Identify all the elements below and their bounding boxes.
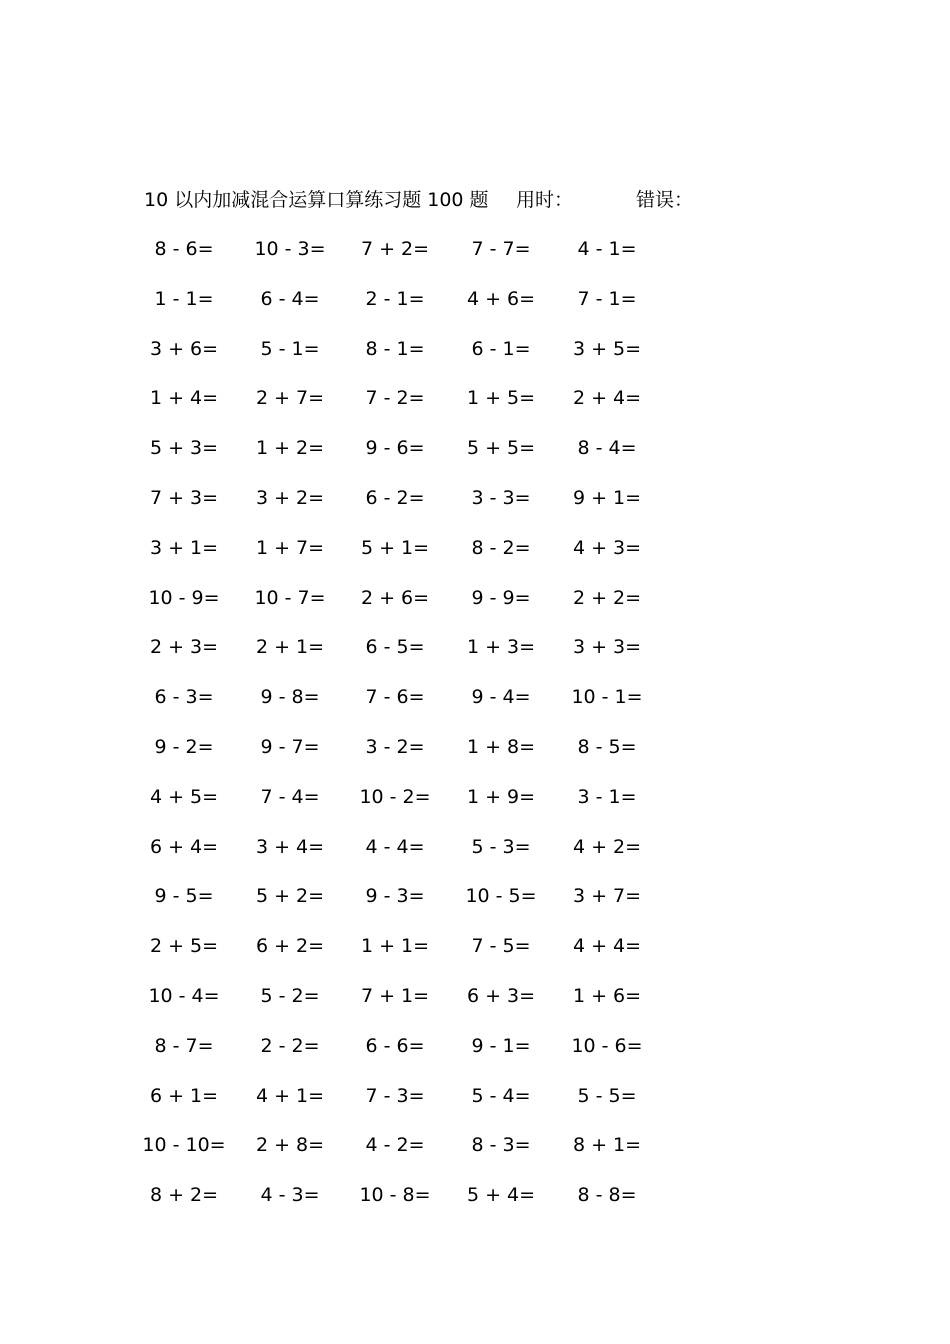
math-problem: 8 + 2=: [149, 1184, 219, 1207]
math-problem: 6 - 4=: [260, 287, 320, 310]
math-problem: 9 - 1=: [471, 1034, 531, 1057]
math-problem: 2 + 3=: [149, 636, 219, 659]
math-problem: 8 - 3=: [471, 1134, 531, 1157]
problem-row: [144, 235, 704, 285]
math-problem: 5 + 3=: [149, 437, 219, 460]
math-problem: 9 - 7=: [260, 735, 320, 758]
math-problem: 7 + 2=: [360, 238, 430, 260]
math-problem: 4 - 3=: [260, 1184, 320, 1207]
math-problem: 1 + 1=: [360, 935, 430, 958]
problem-row: [144, 484, 704, 534]
math-problem: 2 + 6=: [360, 586, 430, 609]
math-problem: 9 - 5=: [154, 885, 214, 908]
math-problem: 3 + 6=: [149, 337, 219, 360]
math-problem: 6 - 6=: [365, 1034, 425, 1057]
math-problem: 10 - 6=: [571, 1034, 643, 1057]
math-problem: 3 - 3=: [471, 486, 531, 509]
math-problem: 2 - 1=: [365, 287, 425, 310]
math-problem: 7 - 1=: [577, 287, 637, 310]
problem-row: [144, 882, 704, 932]
math-problem: 10 - 1=: [571, 686, 643, 709]
math-problem: 4 - 2=: [365, 1134, 425, 1157]
math-problem: 1 + 4=: [149, 387, 219, 410]
math-problem: 7 - 2=: [365, 387, 425, 410]
problem-row: [144, 1032, 704, 1082]
math-problem: 5 - 4=: [471, 1084, 531, 1107]
math-problem: 10 - 10=: [142, 1134, 226, 1157]
math-problem: 9 - 8=: [260, 686, 320, 709]
problem-row: [144, 584, 704, 634]
math-problem: 7 - 7=: [471, 238, 531, 260]
math-problem: 2 + 8=: [255, 1134, 325, 1157]
math-problem: 10 - 2=: [359, 785, 431, 808]
math-problem: 7 - 6=: [365, 686, 425, 709]
problem-row: [144, 1181, 704, 1231]
math-problem: 1 + 5=: [466, 387, 536, 410]
problem-row: [144, 982, 704, 1032]
problem-row: [144, 335, 704, 385]
math-problem: 4 + 3=: [572, 536, 642, 559]
math-problem: 2 + 7=: [255, 387, 325, 410]
problem-row: [144, 833, 704, 883]
math-problem: 2 - 2=: [260, 1034, 320, 1057]
problem-row: [144, 633, 704, 683]
math-problem: 1 - 1=: [154, 287, 214, 310]
math-problem: 3 + 2=: [255, 486, 325, 509]
math-problem: 5 - 1=: [260, 337, 320, 360]
math-problem: 4 + 6=: [466, 287, 536, 310]
math-problem: 6 - 1=: [471, 337, 531, 360]
math-problem: 8 - 2=: [471, 536, 531, 559]
problem-row: [144, 783, 704, 833]
math-problem: 6 - 2=: [365, 486, 425, 509]
math-problem: 4 - 4=: [365, 835, 425, 858]
math-problem: 1 + 6=: [572, 984, 642, 1007]
math-problem: 8 - 8=: [577, 1184, 637, 1207]
math-problem: 10 - 3=: [254, 238, 326, 260]
math-problem: 3 - 2=: [365, 735, 425, 758]
math-problem: 3 + 1=: [149, 536, 219, 559]
math-problem: 7 - 4=: [260, 785, 320, 808]
math-problem: 9 - 2=: [154, 735, 214, 758]
problem-row: [144, 733, 704, 783]
problem-row: [144, 932, 704, 982]
math-problem: 4 + 5=: [149, 785, 219, 808]
math-problem: 8 - 4=: [577, 437, 637, 460]
math-problem: 10 - 9=: [148, 586, 220, 609]
math-problem: 5 - 5=: [577, 1084, 637, 1107]
math-problem: 6 + 3=: [466, 984, 536, 1007]
math-problem: 7 - 3=: [365, 1084, 425, 1107]
math-problem: 3 + 3=: [572, 636, 642, 659]
math-problem: 9 - 3=: [365, 885, 425, 908]
math-problem: 4 - 1=: [577, 238, 637, 260]
worksheet-title: 10 以内加减混合运算口算练习题 100 题: [144, 189, 489, 211]
problem-row: [144, 1082, 704, 1132]
math-problem: 6 - 3=: [154, 686, 214, 709]
math-problem: 1 + 7=: [255, 536, 325, 559]
math-problem: 6 + 4=: [149, 835, 219, 858]
math-problem: 5 - 3=: [471, 835, 531, 858]
problem-row: [144, 434, 704, 484]
math-problem: 3 + 5=: [572, 337, 642, 360]
math-problem: 5 - 2=: [260, 984, 320, 1007]
problem-grid: [144, 235, 704, 1231]
math-problem: 8 - 7=: [154, 1034, 214, 1057]
math-problem: 9 - 4=: [471, 686, 531, 709]
math-problem: 4 + 4=: [572, 935, 642, 958]
math-problem: 8 + 1=: [572, 1134, 642, 1157]
math-problem: 3 + 7=: [572, 885, 642, 908]
math-problem: 7 + 1=: [360, 984, 430, 1007]
problem-row: [144, 1131, 704, 1181]
math-problem: 10 - 5=: [465, 885, 537, 908]
math-problem: 6 + 1=: [149, 1084, 219, 1107]
math-problem: 10 - 4=: [148, 984, 220, 1007]
math-problem: 7 + 3=: [149, 486, 219, 509]
math-problem: 6 - 5=: [365, 636, 425, 659]
error-count-label: 错误：: [636, 189, 694, 211]
math-problem: 8 - 5=: [577, 735, 637, 758]
math-problem: 2 + 1=: [255, 636, 325, 659]
math-problem: 1 + 3=: [466, 636, 536, 659]
problem-row: [144, 534, 704, 584]
math-problem: 4 + 1=: [255, 1084, 325, 1107]
math-problem: 6 + 2=: [255, 935, 325, 958]
math-problem: 5 + 1=: [360, 536, 430, 559]
math-problem: 8 - 1=: [365, 337, 425, 360]
math-problem: 7 - 5=: [471, 935, 531, 958]
math-problem: 5 + 5=: [466, 437, 536, 460]
math-problem: 2 + 2=: [572, 586, 642, 609]
math-problem: 8 - 6=: [154, 238, 214, 260]
math-problem: 1 + 9=: [466, 785, 536, 808]
math-problem: 3 - 1=: [577, 785, 637, 808]
math-problem: 10 - 7=: [254, 586, 326, 609]
math-problem: 9 + 1=: [572, 486, 642, 509]
math-problem: 1 + 2=: [255, 437, 325, 460]
math-problem: 2 + 5=: [149, 935, 219, 958]
math-problem: 9 - 9=: [471, 586, 531, 609]
math-problem: 10 - 8=: [359, 1184, 431, 1207]
math-problem: 4 + 2=: [572, 835, 642, 858]
math-problem: 1 + 8=: [466, 735, 536, 758]
problem-row: [144, 285, 704, 335]
math-problem: 5 + 4=: [466, 1184, 536, 1207]
math-problem: 9 - 6=: [365, 437, 425, 460]
time-used-label: 用时：: [516, 189, 574, 211]
math-problem: 3 + 4=: [255, 835, 325, 858]
math-problem: 5 + 2=: [255, 885, 325, 908]
problem-row: [144, 384, 704, 434]
math-problem: 2 + 4=: [572, 387, 642, 410]
problem-row: [144, 683, 704, 733]
